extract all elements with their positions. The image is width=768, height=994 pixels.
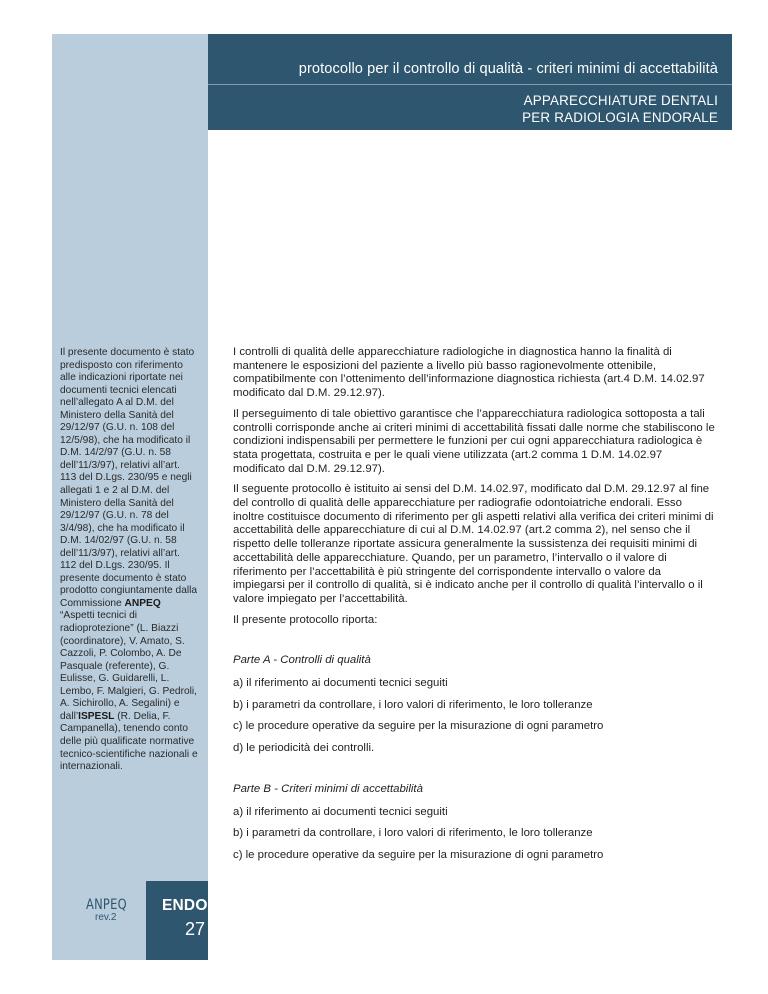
body-paragraph: I controlli di qualità delle apparecchiature radiologiche in diagnostica hanno la finalità di mantenere le esposizioni del paziente a livello più basso ragionevolmente ottenibile, compatibilmente con l’ottenimento dell’informazione diagnostica richiesta (art.4 D.M. 14.02.97 modificato dal D.M. 29.12.97).: [233, 346, 705, 400]
note-anpeq: ANPEQ: [124, 597, 161, 609]
section-title-line2: PER RADIOLOGIA ENDORALE: [522, 110, 718, 125]
part-b-item: a) il riferimento ai documenti tecnici seguiti: [233, 805, 448, 818]
note-part3: (R. Delia, F. Campanella), tenendo conto delle più qualificate normative tecnico-scientifiche nazionali e internazionali.: [60, 710, 198, 773]
note-part2: “Aspetti tecnici di radioprotezione” (L. Biazzi (coordinatore), V. Amato, S. Cazzoli, P. Colombo, A. De Pasquale (referente), G. Eulisse, G. Guidarelli, L. Lembo, F. Malgieri, G. Pedroli, A. Sichirollo, A. Segalini) e dall’: [60, 610, 198, 722]
sidebar-note: [60, 347, 198, 774]
body-paragraph: Il presente protocollo riporta:: [233, 613, 378, 626]
footer-section-label: ENDO: [162, 897, 208, 914]
page-header: [208, 34, 732, 130]
document-title: protocollo per il controllo di qualità - criteri minimi di accettabilità: [298, 61, 718, 77]
part-a-item: d) le periodicità dei controlli.: [233, 742, 375, 755]
part-b-item: b) i parametri da controllare, i loro valori di riferimento, le loro tolleranze: [233, 827, 593, 840]
header-divider: [208, 84, 732, 85]
part-b-title: Parte B - Criteri minimi di accettabilità: [233, 782, 423, 795]
part-a-item: b) i parametri da controllare, i loro valori di riferimento, le loro tolleranze: [233, 698, 593, 711]
note-ispesl: ISPESL: [78, 710, 115, 722]
section-title-line1: APPARECCHIATURE DENTALI: [523, 93, 718, 108]
body-paragraph: Il perseguimento di tale obiettivo garantisce che l’apparecchiatura radiologica sottoposta a tali controlli corrisponde anche ai criteri minimi di accettabilità fissati dalle norme che stabiliscono le condizioni indispensabili per permettere le funzioni per cui ogni apparecchiatura radiologica è stata progettata, costruita e per le quali viene utilizzata (art.2 comma 1 D.M. 14.02.97 modificato dal D.M. 29.12.97).: [233, 407, 715, 475]
footer-revision: rev.2: [95, 912, 117, 923]
sidebar-note-text: [60, 347, 198, 774]
main-content: [233, 346, 715, 871]
footer-section-box: [146, 881, 208, 960]
footer-org-logo: ANPEQ: [86, 897, 127, 913]
page-number: 27: [184, 919, 205, 939]
part-a-item: a) il riferimento ai documenti tecnici seguiti: [233, 677, 448, 690]
note-part1: Il presente documento è stato predisposto con riferimento alle indicazioni riportate nei documenti tecnici elencati nell’allegato A al D.M. del Ministero della Sanità del 29/12/97 (G.U. n. 108 del 12/5/98), che ha modificato il D.M. 14/2/97 (G.U. n. 58 dell’11/3/97), relativi all’art. 113 del D.Lgs. 230/95 e negli allegati 1 e 2 al D.M. del Ministero della Sanità del 29/12/97 (G.U. n. 78 del 3/4/98), che ha modificato il D.M. 14/02/97 (G.U. n. 58 dell’11/3/97), relativi all’art. 112 del D.Lgs. 230/95. Il presente documento è stato prodotto congiuntamente dalla Commissione: [60, 347, 198, 609]
part-a-item: c) le procedure operative da seguire per la misurazione di ogni parametro: [233, 720, 604, 733]
part-a-title: Parte A - Controlli di qualità: [233, 654, 371, 667]
body-paragraph: Il seguente protocollo è istituito ai sensi del D.M. 14.02.97, modificato dal D.M. 29.12.97 al fine del controllo di qualità delle apparecchiature per radiografie odontoiatriche endorali. Esso inoltre costituisce documento di riferimento per gli aspetti relativi alla verifica dei criteri minimi di accettabilità delle apparecchiature di cui al D.M. 14.02.97 (art.2 comma 2), nel senso che il rispetto delle tolleranze riportate assicura generalmente la sussistenza dei requisiti minimi di accettabilità delle apparecchiature. Quando, per un parametro, l’intervallo o il valore di riferimento per l’accettabilità è più stringente del corrispondente intervallo o valore da impiegarsi per il controllo di qualità, si è indicato anche per il controllo di qualità l’intervallo o il valore impiegato per l’accettabilità.: [233, 483, 714, 605]
part-b-item: c) le procedure operative da seguire per la misurazione di ogni parametro: [233, 848, 604, 861]
